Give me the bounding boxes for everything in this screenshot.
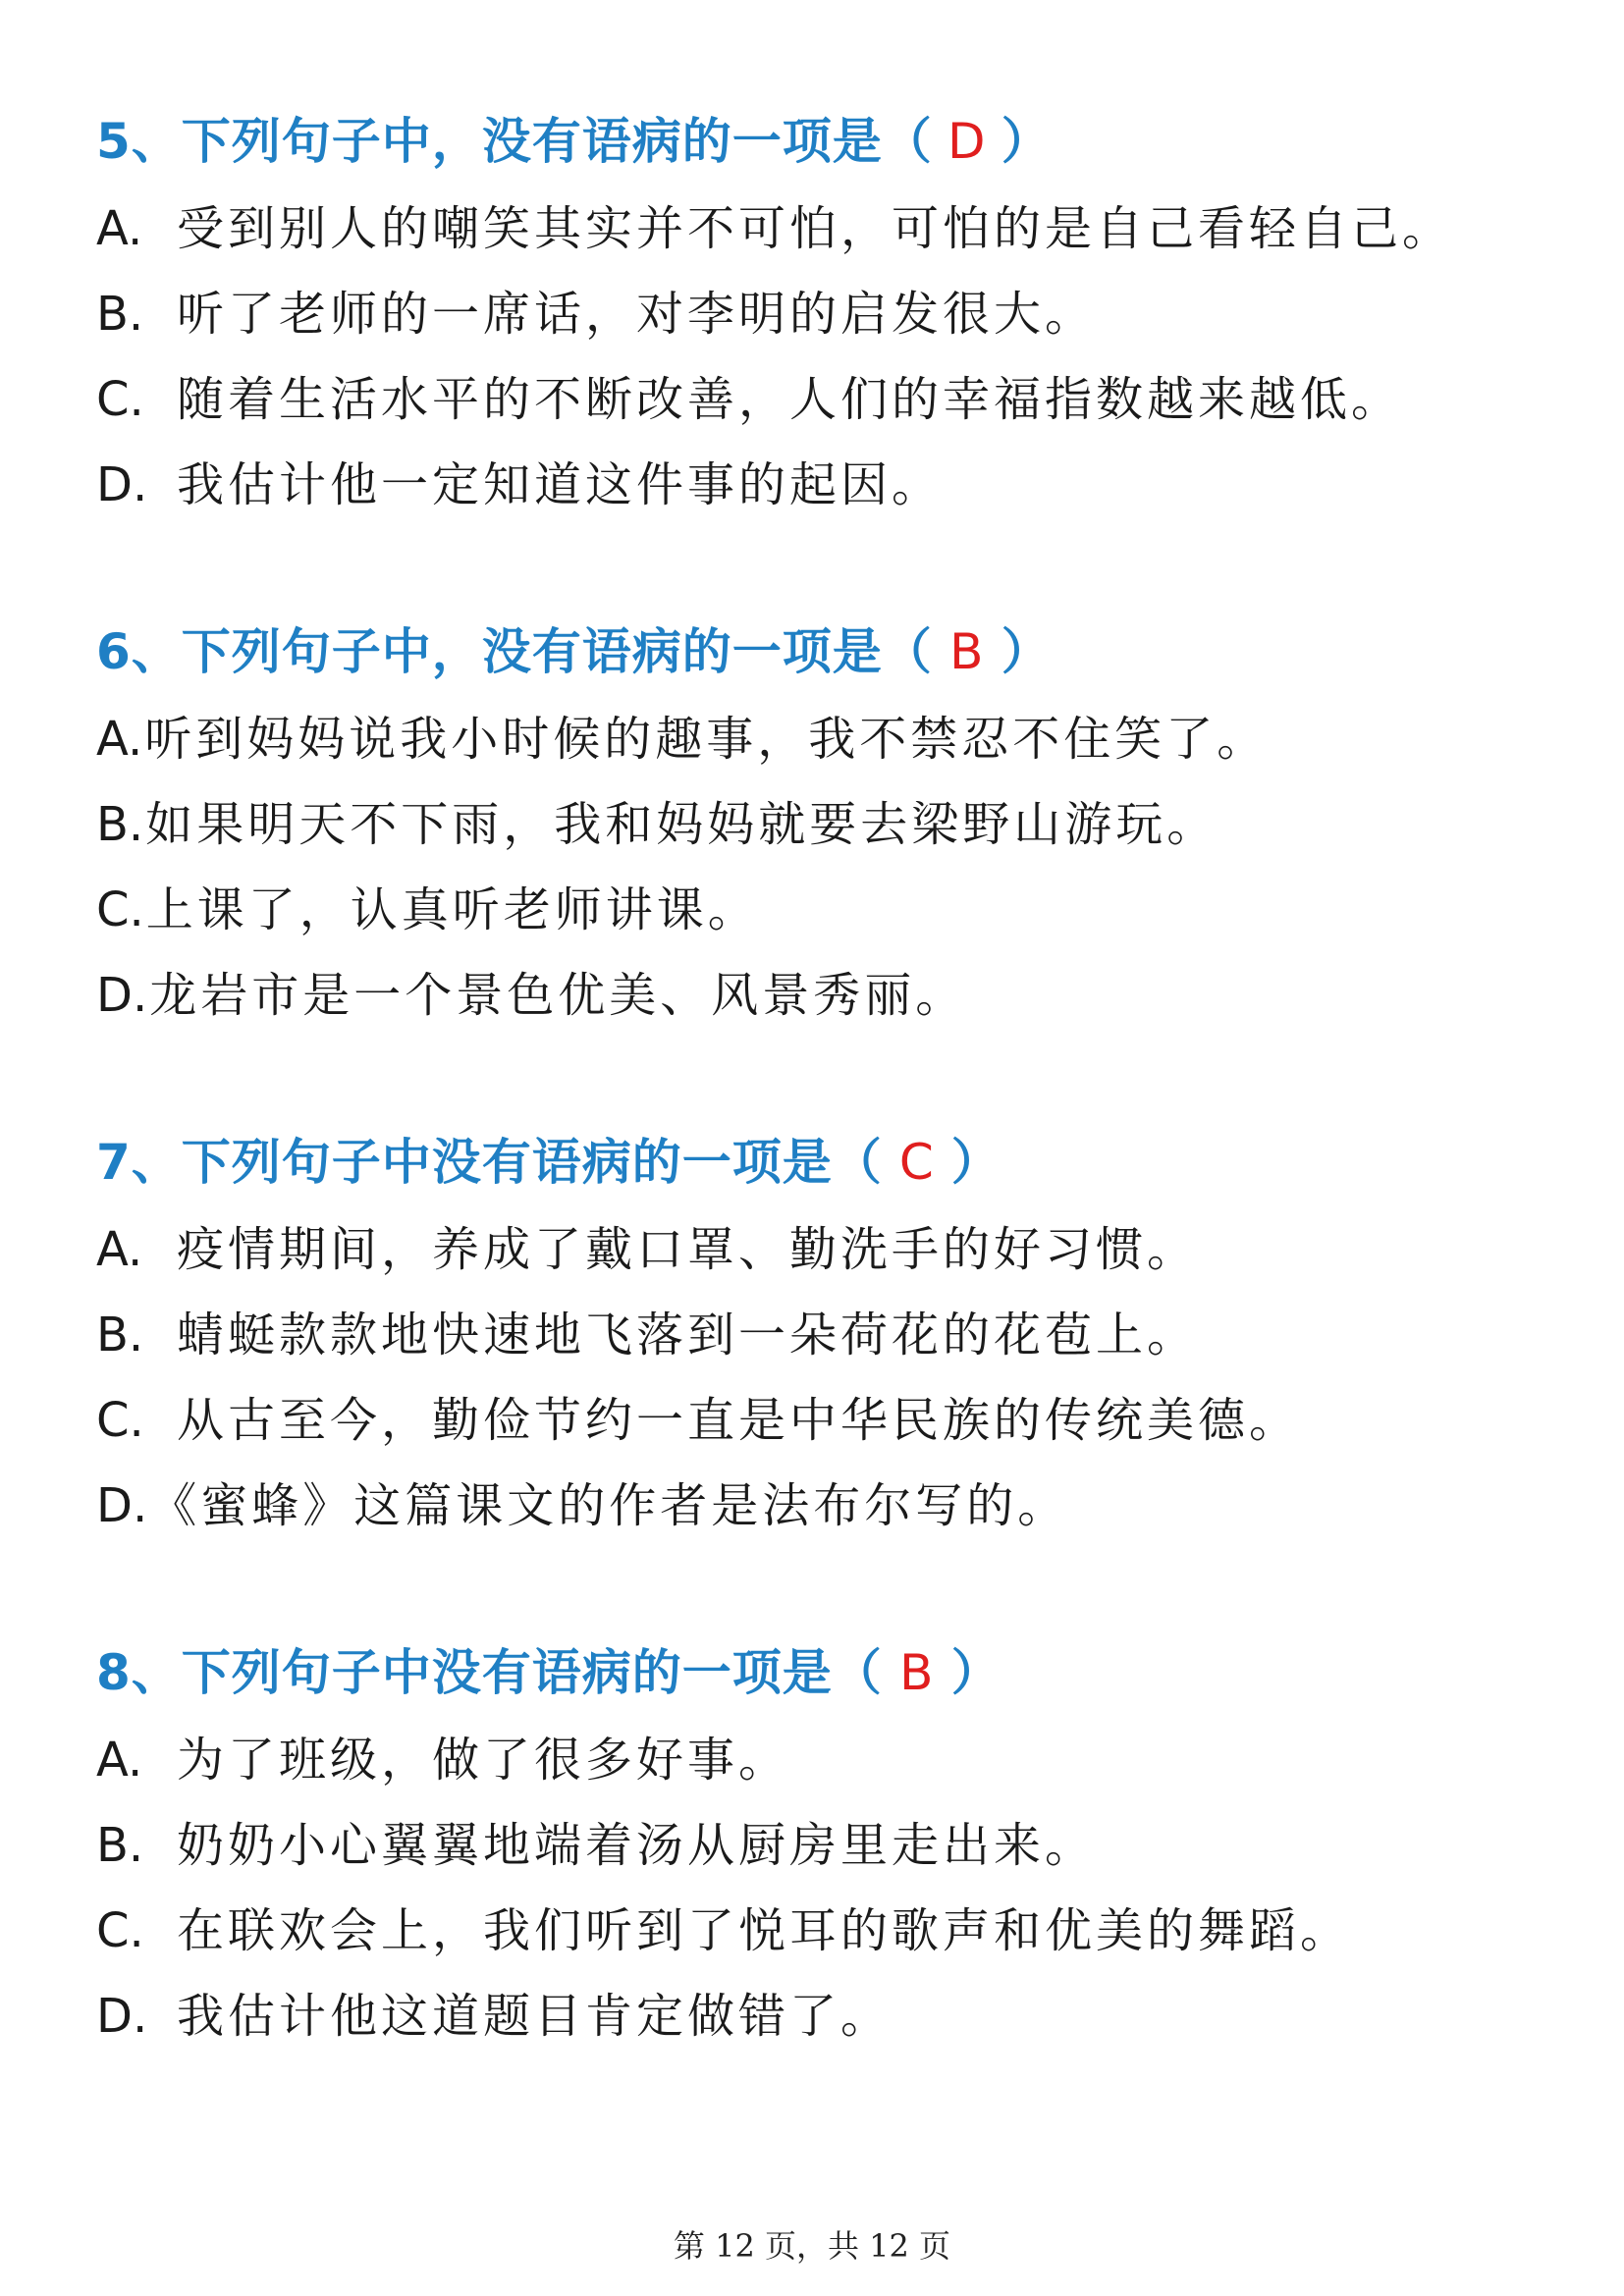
option-text: 我估计他这道题目肯定做错了。 [177,1989,893,2044]
option-letter: B. [96,1308,144,1362]
option-a [96,1220,1549,1279]
option-text: 从古至今，勤俭节约一直是中华民族的传统美德。 [177,1393,1301,1448]
option-text: 《蜜蜂》这篇课文的作者是法布尔写的。 [149,1478,1069,1533]
option-letter: A. [96,712,143,767]
option-c [96,1901,1549,1960]
option-text: 我估计他一定知道这件事的起因。 [177,457,944,512]
question-stem-close: ） [950,1134,1001,1191]
option-text: 蜻蜓款款地快速地飞落到一朵荷花的花苞上。 [177,1308,1199,1362]
option-letter: D. [96,1989,148,2044]
option-letter: D. [96,968,148,1023]
option-b [96,1306,1549,1364]
option-d [96,1987,1549,2046]
option-b [96,285,1549,344]
question-stem-text: 7、下列句子中没有语病的一项是（ [96,1134,883,1191]
option-letter: A. [96,1222,143,1277]
option-letter: B. [96,1818,144,1873]
option-c [96,370,1549,429]
option-b [96,795,1549,854]
answer-mark: B [949,623,985,680]
question-stem [96,1641,1549,1704]
option-c [96,1391,1549,1450]
question-stem-close: ） [950,1644,1001,1701]
option-d [96,1476,1549,1535]
option-d [96,455,1549,514]
option-a [96,710,1549,769]
answer-mark: C [898,1134,935,1191]
option-letter: C. [96,882,144,937]
question-stem [96,110,1549,173]
option-text: 受到别人的嘲笑其实并不可怕，可怕的是自己看轻自己。 [177,201,1454,256]
answer-mark: D [947,113,987,170]
option-text: 龙岩市是一个景色优美、风景秀丽。 [149,968,967,1023]
question-stem-text: 8、下列句子中没有语病的一项是（ [96,1644,883,1701]
question-7 [96,1131,1549,1535]
option-text: 如果明天不下雨，我和妈妈就要去梁野山游玩。 [145,797,1218,852]
question-stem-text: 6、下列句子中，没有语病的一项是（ [96,623,933,680]
option-letter: B. [96,287,144,342]
option-text: 随着生活水平的不断改善，人们的幸福指数越来越低。 [177,372,1403,427]
option-letter: C. [96,1393,144,1448]
answer-mark: B [899,1644,935,1701]
question-stem [96,1131,1549,1194]
question-stem [96,620,1549,683]
option-letter: C. [96,372,144,427]
option-letter: D. [96,457,148,512]
option-letter: C. [96,1903,144,1958]
option-a [96,199,1549,258]
option-text: 疫情期间，养成了戴口罩、勤洗手的好习惯。 [177,1222,1199,1277]
option-d [96,966,1549,1025]
question-6 [96,620,1549,1025]
question-8 [96,1641,1549,2046]
option-text: 奶奶小心翼翼地端着汤从厨房里走出来。 [177,1818,1097,1873]
option-letter: A. [96,1733,143,1788]
option-text: 上课了，认真听老师讲课。 [145,882,759,937]
option-text: 听了老师的一席话，对李明的启发很大。 [177,287,1097,342]
question-stem-close: ） [1001,113,1052,170]
option-a [96,1731,1549,1789]
question-stem-close: ） [1001,623,1052,680]
question-stem-text: 5、下列句子中，没有语病的一项是（ [96,113,933,170]
option-letter: B. [96,797,144,852]
option-letter: A. [96,201,143,256]
page-footer: 第 12 页，共 12 页 [673,2227,951,2265]
option-text: 在联欢会上，我们听到了悦耳的歌声和优美的舞蹈。 [177,1903,1352,1958]
question-5 [96,110,1549,514]
option-letter: D. [96,1478,148,1533]
option-c [96,881,1549,939]
option-b [96,1816,1549,1875]
option-text: 听到妈妈说我小时候的趣事，我不禁忍不住笑了。 [144,712,1269,767]
option-text: 为了班级，做了很多好事。 [177,1733,790,1788]
